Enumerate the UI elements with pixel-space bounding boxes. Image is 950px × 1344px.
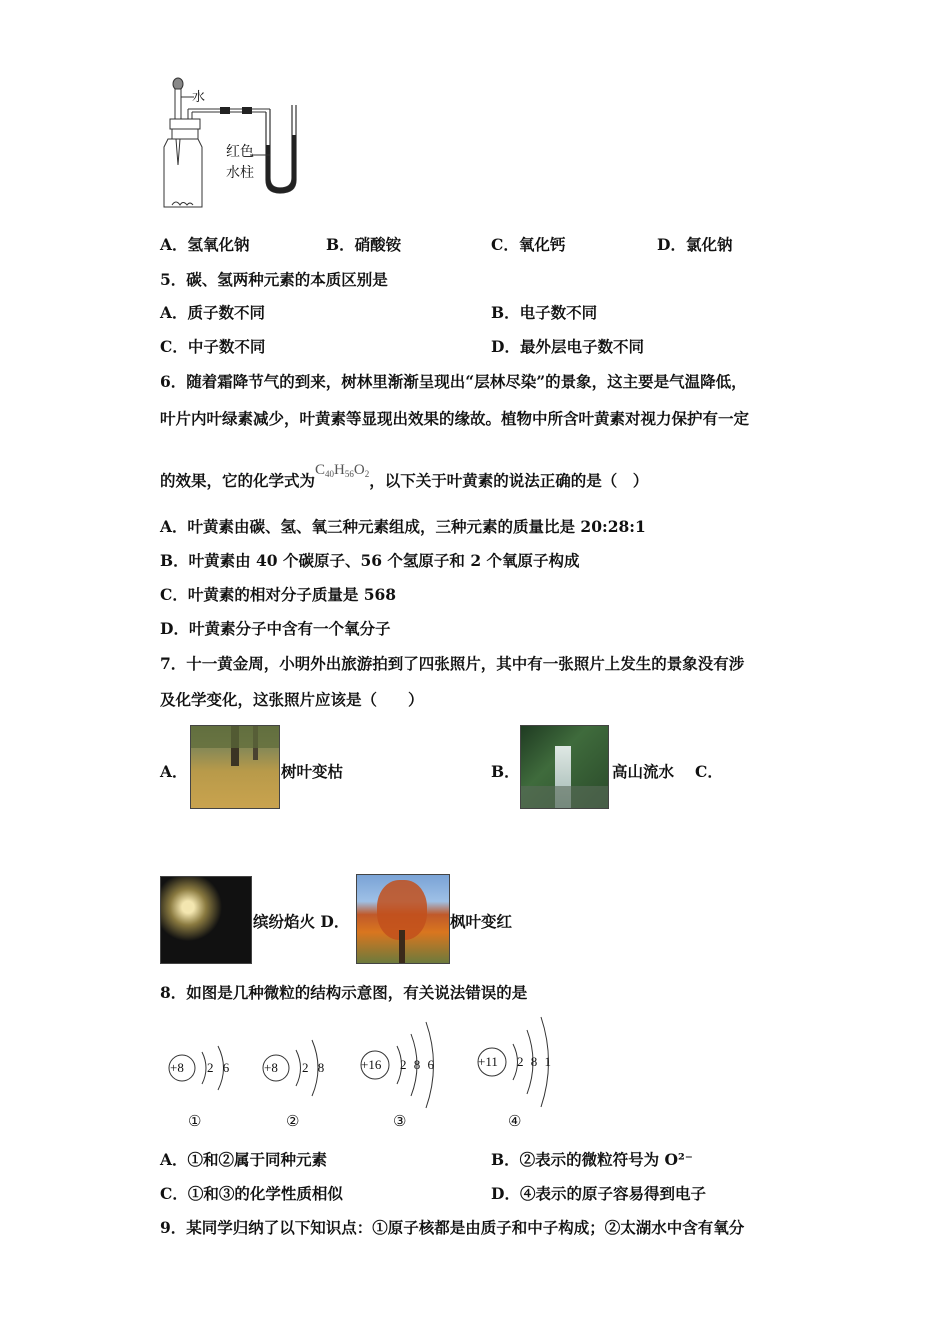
q7-b-letter: B．: [491, 762, 520, 781]
q6-stem-line2: 叶片内叶绿素减少，叶黄素等显现出效果的缘故。植物中所含叶黄素对视力保护有一定: [160, 409, 750, 428]
water-label: 水: [192, 89, 206, 104]
photo-maple-red: [356, 874, 450, 964]
q7-d-caption: 枫叶变红: [450, 912, 513, 931]
q6-option-a: A．叶黄素由碳、氢、氧三种元素组成，三种元素的质量比是 20:28:1: [160, 517, 646, 536]
q7-stem-line2: 及化学变化，这张照片应该是（ ）: [160, 690, 424, 709]
q6-option-b: B．叶黄素由 40 个碳原子、56 个氢原子和 2 个氧原子构成: [160, 551, 580, 570]
chemical-formula: $C_{40}H_{56}O_2$: [315, 462, 370, 479]
column-label-2: 水柱: [226, 165, 254, 181]
particle-2-nucleus: +8: [264, 1060, 278, 1075]
particle-2-index: ②: [286, 1114, 300, 1130]
q7-a-letter: A．: [160, 762, 188, 781]
q7-c-letter: C．: [695, 762, 723, 781]
particle-3-nucleus: +16: [361, 1057, 382, 1072]
q6-stem-line3-b: ，以下关于叶黄素的说法正确的是（ ）: [369, 471, 649, 490]
photo-withered-leaves: [190, 725, 280, 809]
particle-4-index: ④: [508, 1114, 522, 1130]
particle-1-shells: 2 6: [207, 1060, 230, 1075]
q7-b-caption: 高山流水: [612, 762, 675, 781]
q5-option-b: B．电子数不同: [491, 303, 598, 322]
q8-option-b: B．②表示的微粒符号为 O²⁻: [491, 1150, 693, 1169]
q6-stem-line3-a: 的效果，它的化学式为: [160, 471, 316, 490]
particle-1-index: ①: [188, 1114, 202, 1130]
q5-option-a: A．质子数不同: [160, 303, 266, 322]
q4-option-a: A．氢氧化钠: [160, 235, 250, 254]
particle-3-shells: 2 8 6: [400, 1057, 434, 1072]
q6-option-d: D．叶黄素分子中含有一个氧分子: [160, 619, 391, 638]
photo-waterfall: [520, 725, 609, 809]
particle-4-shells: 2 8 1: [517, 1054, 551, 1069]
q6-stem-line1: 6．随着霜降节气的到来，树林里渐渐呈现出“层林尽染”的景象，这主要是气温降低，: [160, 372, 747, 391]
q6-option-c: C．叶黄素的相对分子质量是 568: [160, 585, 397, 604]
q4-option-c: C．氧化钙: [491, 235, 566, 254]
particle-1-nucleus: +8: [170, 1060, 184, 1075]
column-label-1: 红色: [226, 144, 254, 160]
q8-option-c: C．①和③的化学性质相似: [160, 1184, 343, 1203]
q6-stem-line3: [160, 462, 649, 496]
particle-3-index: ③: [393, 1114, 407, 1130]
particle-4-nucleus: +11: [478, 1054, 498, 1069]
q4-option-d: D．氯化钠: [657, 235, 733, 254]
q4-option-b: B．硝酸铵: [326, 235, 402, 254]
q7-c-caption: 缤纷焰火 D．: [253, 912, 350, 931]
q5-option-d: D．最外层电子数不同: [491, 337, 644, 356]
q5-option-c: C．中子数不同: [160, 337, 266, 356]
q8-option-a: A．①和②属于同种元素: [160, 1150, 328, 1169]
q8-option-d: D．④表示的原子容易得到电子: [491, 1184, 706, 1203]
photo-fireworks: [160, 876, 252, 964]
q7-a-caption: 树叶变枯: [281, 762, 344, 781]
particle-2-shells: 2 8: [302, 1060, 325, 1075]
q5-stem: 5．碳、氢两种元素的本质区别是: [160, 270, 388, 289]
q7-stem-line1: 7．十一黄金周，小明外出旅游拍到了四张照片，其中有一张照片上发生的景象没有涉: [160, 654, 745, 673]
q8-stem: 8．如图是几种微粒的结构示意图，有关说法错误的是: [160, 983, 528, 1002]
q9-stem: 9．某同学归纳了以下知识点：①原子核都是由质子和中子构成；②太湖水中含有氧分: [160, 1218, 745, 1237]
